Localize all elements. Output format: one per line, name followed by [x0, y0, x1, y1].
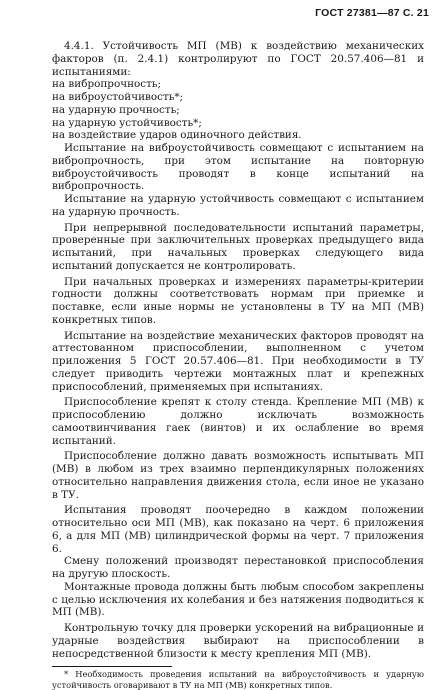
- body-paragraph: Контрольную точку для проверки ускорений на вибрационные и ударные воздействия выбирают на приспособлении в непосредственной близости к месту крепления МП (МВ).: [52, 622, 424, 660]
- test-list-item: на ударную прочность;: [52, 103, 180, 116]
- body-paragraph: Монтажные провода должны быть любым способом закреплены с целью исключения их колебания и без натяжения подводиться к МП (МВ).: [52, 580, 424, 619]
- paragraph-4-4-1: 4.4.1. Устойчивость МП (МВ) к воздействию механических факторов (п. 2.4.1) контролируют по ГОСТ 20.57.406—81 и испытаниями:: [52, 40, 424, 78]
- body-paragraph: Испытание на воздействие механических факторов проводят на аттестованном приспособлении, выполненном с учетом приложения 5 ГОСТ 20.57.406—81. При необходимости в ТУ следует приводить чертежи монтажных плат и крепежных приспособлений, применяемых при испытаниях.: [52, 329, 424, 393]
- body-paragraph: Испытание на виброустойчивость совмещают с испытанием на вибропрочность, при этом испытание на повторную виброустойчивость проводят в конце испытаний на вибропрочность.: [52, 142, 424, 193]
- body-paragraph: При непрерывной последовательности испытаний параметры, проверенные при заключительных проверках предыдущего вида испытаний, при начальных проверках следующего вида испытаний допускается не контролировать.: [52, 221, 424, 272]
- test-list-item: на виброустойчивость*;: [52, 91, 184, 103]
- test-list-item: на воздействие ударов одиночного действия.: [52, 129, 302, 142]
- test-list-item: на ударную устойчивость*;: [52, 116, 202, 129]
- body-paragraph: Приспособление должно давать возможность испытывать МП (МВ) в любом из трех взаимно перпендикулярных положениях относительно направления движения стола, если иное не указано в ТУ.: [52, 450, 424, 501]
- body-paragraph: Испытание на ударную устойчивость совмещают с испытанием на ударную прочность.: [52, 193, 424, 218]
- footnote-divider: [52, 666, 172, 667]
- body-paragraph: Испытания проводят поочередно в каждом положении относительно оси МП (МВ), как показано на черт. 6 приложения 6, а для МП (МВ) цилиндрической формы на черт. 7 приложения 6.: [52, 504, 424, 555]
- test-list-item: на вибропрочность;: [52, 78, 161, 91]
- body-paragraph: Приспособление крепят к столу стенда. Крепление МП (МВ) к приспособлению должно исключать возможность самоотвинчивания гаек (винтов) и их ослабление во время испытаний.: [52, 396, 424, 447]
- document-body: [52, 40, 424, 690]
- page-header: ГОСТ 27381—87 С. 21: [315, 7, 429, 19]
- body-paragraph: При начальных проверках и измерениях параметры-критерии годности должны соответствовать нормам при приемке и поставке, если иные нормы не установлены в ТУ на МП (МВ) конкретных типов.: [52, 275, 424, 326]
- body-paragraph: Смену положений производят перестановкой приспособления на другую плоскость.: [52, 555, 424, 580]
- footnote: * Необходимость проведения испытаний на виброустойчивость и ударную устойчивость оговаривают в ТУ на МП (МВ) конкретных типов.: [52, 669, 424, 690]
